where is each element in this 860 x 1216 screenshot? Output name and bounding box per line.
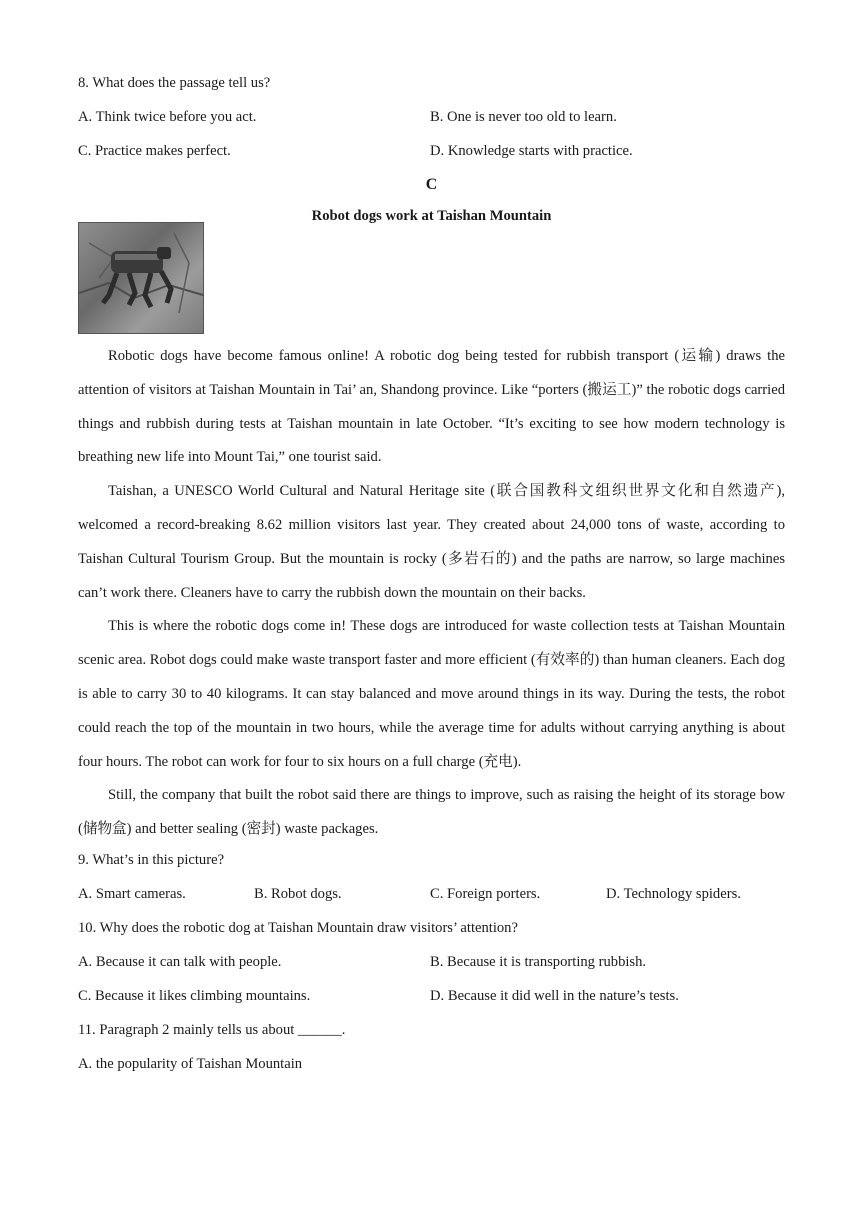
question-11: 11. Paragraph 2 mainly tells us about ______. bbox=[78, 1021, 346, 1038]
question-9-options bbox=[78, 881, 785, 915]
paragraph-2: Taishan, a UNESCO World Cultural and Natural Heritage site (联合国教科文组织世界文化和自然遗产), welcomed a record-breaking 8.62 million visitors last year. They created about 24,000 tons of waste, according to Taishan Cultural Tourism Group. But the mountain is rocky (多岩石的) and the paths are narrow, so large machines can’t work there. Cleaners have to carry the rubbish down the mountain on their backs. bbox=[78, 483, 785, 601]
option-b: B. Robot dogs. bbox=[254, 885, 342, 902]
passage-title: Robot dogs work at Taishan Mountain bbox=[311, 208, 552, 224]
question-11-option-a: A. the popularity of Taishan Mountain bbox=[78, 1055, 303, 1072]
paragraph-1: Robotic dogs have become famous online! A robotic dog being tested for rubbish transport (运输) draws the attention of visitors at Taishan Mountain in Tai’ an, Shandong province. Like “porters (搬运工)” the robotic dogs carried things and rubbish during tests at Taishan mountain in late October. “It’s exciting to see how modern technology is breathing new life into Mount Tai,” one tourist said. bbox=[78, 348, 785, 466]
option-d: D. Knowledge starts with practice. bbox=[430, 143, 633, 159]
option-a: A. Smart cameras. bbox=[78, 885, 186, 902]
question-10-options-row-1 bbox=[78, 949, 785, 983]
exam-page bbox=[78, 70, 785, 1085]
option-c: C. Because it likes climbing mountains. bbox=[78, 987, 311, 1004]
question-10: 10. Why does the robotic dog at Taishan Mountain draw visitors’ attention? bbox=[78, 919, 518, 936]
option-a: A. Because it can talk with people. bbox=[78, 953, 282, 970]
option-a: A. Think twice before you act. bbox=[78, 109, 257, 125]
question-8-options-row-1 bbox=[78, 104, 785, 138]
paragraph-3: This is where the robotic dogs come in! These dogs are introduced for waste collection tests at Taishan Mountain scenic area. Robot dogs could make waste transport faster and more efficient (有效率的) than human cleaners. Each dog is able to carry 30 to 40 kilograms. It can stay balanced and move around things in its way. During the tests, the robot could reach the top of the mountain in two hours, while the average time for adults without carrying anything is about four hours. The robot can work for four to six hours on a full charge (充电). bbox=[78, 618, 785, 770]
robot-dog-image bbox=[79, 223, 203, 333]
robot-dog-photo bbox=[78, 222, 204, 334]
option-c: C. Practice makes perfect. bbox=[78, 143, 231, 159]
question-9: 9. What’s in this picture? bbox=[78, 851, 225, 868]
option-c: C. Foreign porters. bbox=[430, 885, 541, 902]
option-b: B. Because it is transporting rubbish. bbox=[430, 953, 647, 970]
question-8-options-row-2 bbox=[78, 138, 785, 172]
option-b: B. One is never too old to learn. bbox=[430, 109, 617, 125]
question-8: 8. What does the passage tell us? bbox=[78, 75, 271, 91]
paragraph-4: Still, the company that built the robot said there are things to improve, such as raising the height of its storage bow (储物盒) and better sealing (密封) waste packages. bbox=[78, 787, 785, 838]
option-d: D. Technology spiders. bbox=[606, 885, 741, 902]
section-letter: C bbox=[425, 176, 438, 193]
option-d: D. Because it did well in the nature’s tests. bbox=[430, 987, 679, 1004]
question-10-options-row-2 bbox=[78, 983, 785, 1017]
